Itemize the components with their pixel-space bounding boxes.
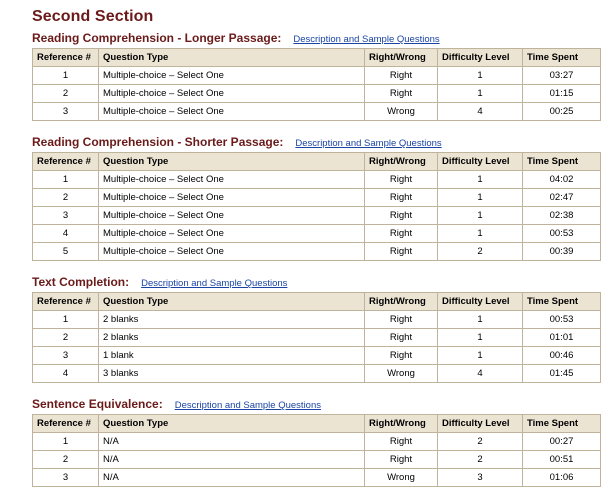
difficulty-cell: 3 (438, 469, 523, 487)
time-spent-cell: 02:38 (523, 207, 601, 225)
right-wrong-cell: Right (365, 67, 438, 85)
table-row (33, 225, 601, 243)
group-title: Reading Comprehension - Longer Passage: (32, 31, 282, 45)
column-header: Right/Wrong (365, 49, 438, 67)
time-spent-cell: 00:27 (523, 433, 601, 451)
right-wrong-cell: Right (365, 85, 438, 103)
question-type-cell: Multiple-choice – Select One (99, 171, 365, 189)
difficulty-cell: 1 (438, 225, 523, 243)
column-header: Reference # (33, 415, 99, 433)
table-row (33, 103, 601, 121)
question-type-cell: Multiple-choice – Select One (99, 189, 365, 207)
column-header: Reference # (33, 153, 99, 171)
group-header (32, 275, 609, 289)
reference-cell: 3 (33, 469, 99, 487)
group-title: Reading Comprehension - Shorter Passage: (32, 135, 284, 149)
question-table (32, 414, 601, 487)
column-header: Difficulty Level (438, 415, 523, 433)
description-sample-questions-link[interactable]: Description and Sample Questions (174, 400, 321, 411)
question-type-cell: Multiple-choice – Select One (99, 67, 365, 85)
reference-cell: 2 (33, 451, 99, 469)
column-header: Right/Wrong (365, 415, 438, 433)
table-row (33, 329, 601, 347)
reference-cell: 3 (33, 207, 99, 225)
right-wrong-cell: Wrong (365, 365, 438, 383)
question-table (32, 48, 601, 121)
table-row (33, 189, 601, 207)
table-row (33, 451, 601, 469)
question-type-cell: Multiple-choice – Select One (99, 243, 365, 261)
difficulty-cell: 1 (438, 311, 523, 329)
time-spent-cell: 00:46 (523, 347, 601, 365)
column-header: Reference # (33, 49, 99, 67)
question-type-cell: Multiple-choice – Select One (99, 85, 365, 103)
column-header: Right/Wrong (365, 153, 438, 171)
time-spent-cell: 01:01 (523, 329, 601, 347)
column-header: Question Type (99, 153, 365, 171)
table-header-row (33, 293, 601, 311)
difficulty-cell: 1 (438, 347, 523, 365)
reference-cell: 1 (33, 311, 99, 329)
right-wrong-cell: Right (365, 189, 438, 207)
column-header: Reference # (33, 293, 99, 311)
right-wrong-cell: Right (365, 311, 438, 329)
table-header-row (33, 415, 601, 433)
reference-cell: 1 (33, 433, 99, 451)
reference-cell: 2 (33, 329, 99, 347)
right-wrong-cell: Right (365, 433, 438, 451)
time-spent-cell: 02:47 (523, 189, 601, 207)
time-spent-cell: 00:53 (523, 225, 601, 243)
question-type-cell: Multiple-choice – Select One (99, 103, 365, 121)
table-row (33, 171, 601, 189)
group-title: Sentence Equivalence: (32, 397, 163, 411)
section-title: Second Section (32, 8, 154, 25)
reference-cell: 4 (33, 225, 99, 243)
reference-cell: 2 (33, 189, 99, 207)
group-header (32, 397, 609, 411)
difficulty-cell: 1 (438, 189, 523, 207)
column-header: Time Spent (523, 49, 601, 67)
table-row (33, 347, 601, 365)
reference-cell: 5 (33, 243, 99, 261)
question-table (32, 152, 601, 261)
table-header-row (33, 153, 601, 171)
right-wrong-cell: Right (365, 347, 438, 365)
table-row (33, 85, 601, 103)
description-sample-questions-link[interactable]: Description and Sample Questions (141, 278, 288, 289)
column-header: Time Spent (523, 415, 601, 433)
reference-cell: 3 (33, 103, 99, 121)
reference-cell: 4 (33, 365, 99, 383)
column-header: Difficulty Level (438, 153, 523, 171)
right-wrong-cell: Right (365, 225, 438, 243)
right-wrong-cell: Right (365, 207, 438, 225)
question-type-cell: 1 blank (99, 347, 365, 365)
table-row (33, 207, 601, 225)
difficulty-cell: 1 (438, 329, 523, 347)
question-type-cell: 2 blanks (99, 311, 365, 329)
time-spent-cell: 00:51 (523, 451, 601, 469)
difficulty-cell: 2 (438, 433, 523, 451)
right-wrong-cell: Wrong (365, 103, 438, 121)
group-header (32, 31, 609, 45)
difficulty-cell: 4 (438, 103, 523, 121)
reference-cell: 1 (33, 171, 99, 189)
table-header-row (33, 49, 601, 67)
group-header (32, 135, 609, 149)
difficulty-cell: 2 (438, 451, 523, 469)
difficulty-cell: 2 (438, 243, 523, 261)
question-groups (32, 31, 609, 487)
reference-cell: 1 (33, 67, 99, 85)
time-spent-cell: 00:25 (523, 103, 601, 121)
right-wrong-cell: Right (365, 329, 438, 347)
column-header: Time Spent (523, 153, 601, 171)
question-type-cell: 2 blanks (99, 329, 365, 347)
time-spent-cell: 01:06 (523, 469, 601, 487)
time-spent-cell: 00:39 (523, 243, 601, 261)
table-row (33, 243, 601, 261)
question-type-cell: N/A (99, 433, 365, 451)
reference-cell: 2 (33, 85, 99, 103)
difficulty-cell: 1 (438, 67, 523, 85)
difficulty-cell: 4 (438, 365, 523, 383)
right-wrong-cell: Right (365, 451, 438, 469)
right-wrong-cell: Right (365, 171, 438, 189)
group-title: Text Completion: (32, 275, 130, 289)
reference-cell: 3 (33, 347, 99, 365)
column-header: Time Spent (523, 293, 601, 311)
time-spent-cell: 04:02 (523, 171, 601, 189)
right-wrong-cell: Wrong (365, 469, 438, 487)
column-header: Right/Wrong (365, 293, 438, 311)
time-spent-cell: 03:27 (523, 67, 601, 85)
question-type-cell: Multiple-choice – Select One (99, 225, 365, 243)
question-type-cell: Multiple-choice – Select One (99, 207, 365, 225)
column-header: Question Type (99, 49, 365, 67)
time-spent-cell: 01:15 (523, 85, 601, 103)
column-header: Question Type (99, 415, 365, 433)
time-spent-cell: 01:45 (523, 365, 601, 383)
column-header: Question Type (99, 293, 365, 311)
right-wrong-cell: Right (365, 243, 438, 261)
question-table (32, 292, 601, 383)
description-sample-questions-link[interactable]: Description and Sample Questions (293, 34, 440, 45)
difficulty-cell: 1 (438, 207, 523, 225)
column-header: Difficulty Level (438, 293, 523, 311)
table-row (33, 433, 601, 451)
table-row (33, 311, 601, 329)
table-row (33, 67, 601, 85)
question-type-cell: N/A (99, 451, 365, 469)
difficulty-cell: 1 (438, 171, 523, 189)
time-spent-cell: 00:53 (523, 311, 601, 329)
difficulty-cell: 1 (438, 85, 523, 103)
column-header: Difficulty Level (438, 49, 523, 67)
table-row (33, 365, 601, 383)
question-type-cell: N/A (99, 469, 365, 487)
table-row (33, 469, 601, 487)
description-sample-questions-link[interactable]: Description and Sample Questions (295, 138, 442, 149)
question-type-cell: 3 blanks (99, 365, 365, 383)
